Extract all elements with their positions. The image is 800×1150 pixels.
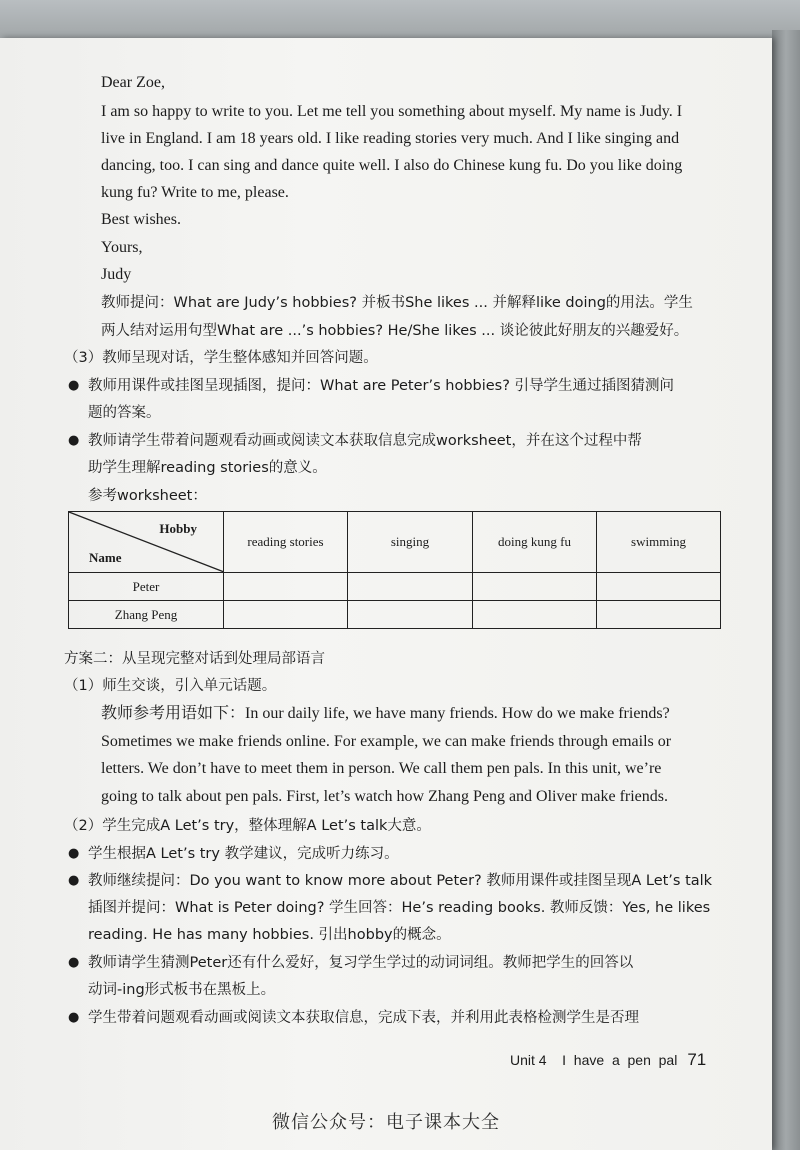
column-header: doing kung fu xyxy=(473,512,597,573)
step3-bullet2-line: 助学生理解reading stories的意义。 xyxy=(88,460,327,476)
bullet-dot: ● xyxy=(68,433,80,448)
table-row xyxy=(69,601,721,629)
bullet-dot: ● xyxy=(68,955,80,970)
table-cell xyxy=(473,601,597,629)
teacher-question-line: 教师提问：What are Judy’s hobbies? 并板书She likes ... 并解释like doing的用法。学生 xyxy=(101,295,693,311)
column-header: reading stories xyxy=(224,512,348,573)
watermark-text: 微信公众号：电子课本大全 xyxy=(272,1112,500,1133)
column-header: swimming xyxy=(597,512,721,573)
letter-signature: Judy xyxy=(101,266,132,283)
row-name-cell: Peter xyxy=(69,573,224,601)
header-name: Name xyxy=(89,550,122,565)
plan2-step1-line: 教师参考用语如下：In our daily life, we have many friends. How do we make friends? xyxy=(101,705,670,722)
diagonal-header-cell xyxy=(69,512,224,573)
plan2-step2-heading: （2）学生完成A Let’s try，整体理解A Let’s talk大意。 xyxy=(64,818,431,834)
plan2-bullet-line: 教师继续提问：Do you want to know more about Peter? 教师用课件或挂图呈现A Let’s talk xyxy=(88,873,713,889)
bullet-dot: ● xyxy=(68,378,80,393)
page-number: 71 xyxy=(687,1050,707,1069)
plan2-step1-heading: （1）师生交谈，引入单元话题。 xyxy=(64,678,277,694)
plan2-step1-line: Sometimes we make friends online. For example, we can make friends through emails or xyxy=(101,733,672,750)
worksheet-label: 参考worksheet： xyxy=(88,488,207,504)
letter-line: I am so happy to write to you. Let me tell you something about myself. My name is Judy. I xyxy=(101,103,683,120)
page-footer xyxy=(510,1050,706,1070)
plan2-step1-line: letters. We don’t have to meet them in person. We call them pen pals. In this unit, we’re xyxy=(101,760,662,777)
letter-wishes: Best wishes. xyxy=(101,211,181,228)
table-cell xyxy=(348,573,473,601)
page-edge xyxy=(772,30,800,1150)
table-cell xyxy=(224,573,348,601)
worksheet-table xyxy=(68,511,721,629)
letter-line: kung fu? Write to me, please. xyxy=(101,184,289,201)
plan2-title: 方案二：从呈现完整对话到处理局部语言 xyxy=(64,651,325,667)
teacher-question-line: 两人结对运用句型What are ...’s hobbies? He/She likes ... 谈论彼此好朋友的兴趣爱好。 xyxy=(101,323,689,339)
column-header: singing xyxy=(348,512,473,573)
unit-title: Unit 4 I have a pen pal xyxy=(510,1052,678,1068)
bullet-dot: ● xyxy=(68,1010,80,1025)
table-header-row xyxy=(69,512,721,573)
letter-line: live in England. I am 18 years old. I like reading stories very much. And I like singing and xyxy=(101,130,680,147)
letter-closing: Yours, xyxy=(101,239,143,256)
letter-salutation: Dear Zoe, xyxy=(101,74,165,91)
step3-bullet1-line: 教师用课件或挂图呈现插图，提问：What are Peter’s hobbies? 引导学生通过插图猜测问 xyxy=(88,378,675,394)
letter-line: dancing, too. I can sing and dance quite well. I also do Chinese kung fu. Do you like doing xyxy=(101,157,683,174)
table-cell xyxy=(473,573,597,601)
table-cell xyxy=(348,601,473,629)
table-cell xyxy=(597,601,721,629)
row-name-cell: Zhang Peng xyxy=(69,601,224,629)
plan2-bullet-line: reading. He has many hobbies. 引出hobby的概念。 xyxy=(88,927,451,943)
plan2-bullet-line: 学生带着问题观看动画或阅读文本获取信息，完成下表，并利用此表格检测学生是否理 xyxy=(88,1010,639,1026)
table-cell xyxy=(224,601,348,629)
plan2-bullet-line: 教师请学生猜测Peter还有什么爱好，复习学生学过的动词词组。教师把学生的回答以 xyxy=(88,955,634,971)
table-cell xyxy=(597,573,721,601)
step3-bullet2-line: 教师请学生带着问题观看动画或阅读文本获取信息完成worksheet，并在这个过程中帮 xyxy=(88,433,642,449)
plan2-bullet-line: 插图并提问：What is Peter doing? 学生回答：He’s reading books. 教师反馈：Yes, he likes xyxy=(88,900,711,916)
plan2-bullet-line: 动词-ing形式板书在黑板上。 xyxy=(88,982,276,998)
plan2-step1-line: going to talk about pen pals. First, let’s watch how Zhang Peng and Oliver make friends. xyxy=(101,788,668,805)
bullet-dot: ● xyxy=(68,873,80,888)
table-row xyxy=(69,573,721,601)
header-hobby: Hobby xyxy=(159,521,197,536)
step3-bullet1-line: 题的答案。 xyxy=(88,405,161,421)
bullet-dot: ● xyxy=(68,846,80,861)
step3-heading: （3）教师呈现对话，学生整体感知并回答问题。 xyxy=(64,350,378,366)
plan2-bullet-line: 学生根据A Let’s try 教学建议，完成听力练习。 xyxy=(88,846,399,862)
